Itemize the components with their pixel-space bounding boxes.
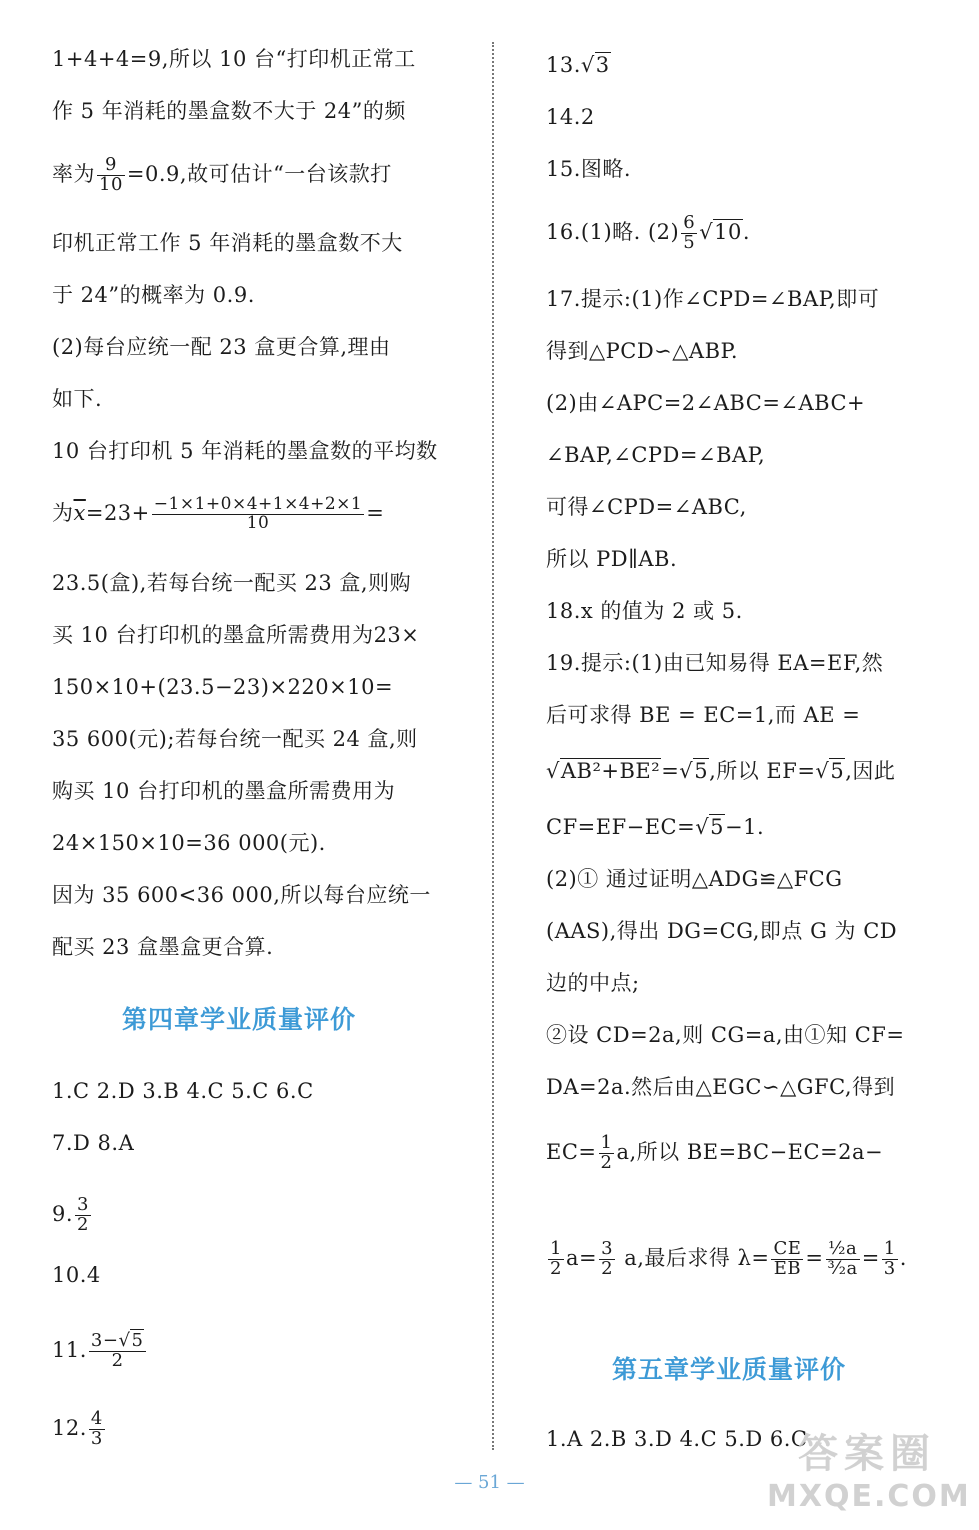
sqrt-radicand: AB²+BE² [560, 759, 661, 783]
numerator: 1 [883, 1238, 896, 1259]
denominator: EB [773, 1257, 802, 1279]
text: a,最后求得 λ= [617, 1245, 770, 1270]
text: 率为 [52, 161, 95, 186]
numerator: 1 [600, 1132, 613, 1153]
text: a= [565, 1245, 598, 1270]
text: ,因此 [845, 759, 896, 783]
text-line: 24×150×10=36 000(元). [52, 831, 326, 855]
text-line: 配买 23 盒墨盒更合算. [52, 935, 274, 959]
answer-line: 16.(1)略. (2) $\frac{6}{5}$ √10. [546, 212, 751, 253]
text: −1. [725, 815, 765, 839]
numerator: 3−√5 [89, 1332, 146, 1352]
text: 为 [52, 500, 74, 525]
text-line: 如下. [52, 387, 103, 411]
answer-line: 13.√3 [546, 53, 610, 77]
denominator: 5 [683, 231, 696, 253]
sqrt-radicand: 5 [131, 1330, 144, 1351]
answer-line: 10.4 [52, 1263, 101, 1287]
watermark-url: MXQE.COM [767, 1479, 971, 1514]
text: = [366, 500, 385, 525]
fraction [152, 496, 364, 533]
text-line: 35 600(元);若每台统一配买 24 盒,则 [52, 727, 418, 751]
watermark-text: 答案圈 [798, 1431, 936, 1477]
numerator: 3 [601, 1238, 614, 1259]
numerator: 6 [683, 212, 696, 233]
text-line: DA=2a.然后由△EGC∽△GFC,得到 [546, 1075, 896, 1099]
denominator: ³⁄₂a [827, 1257, 858, 1279]
denominator: 2 [550, 1257, 562, 1279]
numerator: ½a [826, 1240, 860, 1260]
text-line: 18.x 的值为 2 或 5. [546, 599, 743, 623]
text: 3− [90, 1330, 119, 1351]
text-line: √AB²+BE²=√5,所以 EF=√5,因此 [546, 759, 896, 783]
answer-label: 12. [52, 1415, 87, 1440]
sqrt-radicand: 5 [694, 759, 709, 783]
fraction [89, 1410, 105, 1449]
page-number: — 51 — [454, 1472, 525, 1493]
text-line: 可得∠CPD=∠ABC, [546, 495, 747, 519]
text: . [899, 1245, 907, 1270]
answer-line [52, 1410, 107, 1449]
fraction [599, 1240, 615, 1279]
text-line: ②设 CD=2a,则 CG=a,由①知 CF= [546, 1023, 905, 1047]
text-line: 得到△PCD∽△ABP. [546, 339, 739, 363]
fraction [771, 1240, 803, 1279]
text-line: ∠BAP,∠CPD=∠BAP, [546, 443, 766, 467]
denominator: 2 [111, 1349, 124, 1371]
text-line [52, 156, 392, 195]
fraction [548, 1240, 564, 1279]
numerator: −1×1+0×4+1×4+2×1 [153, 494, 363, 514]
sqrt-radicand: 10 [714, 219, 742, 244]
text-line [546, 1240, 907, 1279]
text: . [742, 219, 751, 244]
section-heading: 第五章学业质量评价 [612, 1355, 847, 1384]
watermark-logo [767, 1414, 971, 1524]
sqrt-radicand: 3 [595, 53, 610, 77]
answer-line [52, 1332, 148, 1371]
denominator: 2 [601, 1257, 614, 1279]
denominator: 2 [600, 1151, 613, 1173]
sqrt-radicand: 5 [710, 815, 724, 839]
text-line: 买 10 台打印机的墨盒所需费用为23× [52, 623, 420, 647]
answer-label: 9. [52, 1201, 74, 1226]
fraction [89, 1332, 146, 1371]
numerator: 3 [77, 1194, 89, 1215]
text-line: 1+4+4=9,所以 10 台“打印机正常工 [52, 47, 416, 71]
fraction [882, 1240, 898, 1279]
mean-symbol: $\overline{x}$ [73, 500, 86, 525]
text-line: 作 5 年消耗的墨盒数不大于 24”的频 [52, 99, 406, 123]
text-line: CF=EF−EC=√5−1. [546, 815, 765, 839]
text-line: 购买 10 台打印机的墨盒所需费用为 [52, 779, 396, 803]
text-line: 印机正常工作 5 年消耗的墨盒数不大 [52, 231, 403, 255]
fraction [826, 1240, 860, 1279]
text-line: 边的中点; [546, 971, 640, 995]
text: 16.(1)略. (2) [546, 219, 680, 244]
answer-label: 13. [546, 53, 581, 77]
text-line: 所以 PD∥AB. [546, 547, 678, 571]
fraction [75, 1196, 91, 1235]
numerator: 1 [550, 1238, 562, 1259]
text: = [805, 1245, 824, 1270]
text-line: (2)① 通过证明△ADG≌△FCG [546, 867, 843, 891]
column-divider [492, 42, 494, 1450]
text-line: 后可求得 BE = EC=1,而 AE = [546, 703, 861, 727]
fraction [681, 214, 697, 253]
text-line: 17.提示:(1)作∠CPD=∠BAP,即可 [546, 287, 880, 311]
text-line [52, 496, 384, 533]
numerator: 4 [90, 1408, 103, 1429]
text: = [661, 759, 680, 783]
text: CF=EF−EC= [546, 815, 696, 839]
text-line [546, 1134, 883, 1173]
section-heading: 第四章学业质量评价 [122, 1005, 357, 1034]
answer-line: 1.C 2.D 3.B 4.C 5.C 6.C [52, 1079, 314, 1103]
numerator: CE [773, 1238, 802, 1259]
text-line: 19.提示:(1)由已知易得 EA=EF,然 [546, 651, 884, 675]
text: = [861, 1245, 880, 1270]
text: EC= [546, 1139, 597, 1164]
text: =0.9,故可估计“一台该款打 [126, 161, 392, 186]
answer-line: 15.图略. [546, 157, 632, 181]
text-line: (2)每台应统一配 23 盒更合算,理由 [52, 335, 391, 359]
text: a,所以 BE=BC−EC=2a− [616, 1139, 884, 1164]
text-line: (2)由∠APC=2∠ABC=∠ABC+ [546, 391, 866, 415]
text-line: 23.5(盒),若每台统一配买 23 盒,则购 [52, 571, 412, 595]
answer-line [52, 1196, 93, 1235]
denominator: 10 [246, 512, 270, 533]
text: ,所以 EF= [709, 759, 816, 783]
fraction [97, 156, 125, 195]
answer-line: 14.2 [546, 105, 595, 129]
sqrt-radicand: 5 [830, 759, 845, 783]
text-line: 因为 35 600<36 000,所以每台应统一 [52, 883, 431, 907]
text-line: 150×10+(23.5−23)×220×10= [52, 675, 394, 699]
answer-line: 7.D 8.A [52, 1131, 135, 1155]
denominator: 3 [90, 1427, 103, 1449]
text-line: (AAS),得出 DG=CG,即点 G 为 CD [546, 919, 898, 943]
fraction [599, 1134, 615, 1173]
text: =23+ [85, 500, 150, 525]
denominator: 3 [883, 1257, 896, 1279]
answer-label: 11. [52, 1337, 87, 1362]
denominator: 2 [77, 1213, 89, 1235]
denominator: 10 [99, 173, 123, 195]
answer-line: 1.A 2.B 3.D 4.C 5.D 6.C [546, 1427, 808, 1451]
text-line: 于 24”的概率为 0.9. [52, 283, 255, 307]
text-line: 10 台打印机 5 年消耗的墨盒数的平均数 [52, 439, 438, 463]
numerator: 9 [97, 156, 125, 176]
